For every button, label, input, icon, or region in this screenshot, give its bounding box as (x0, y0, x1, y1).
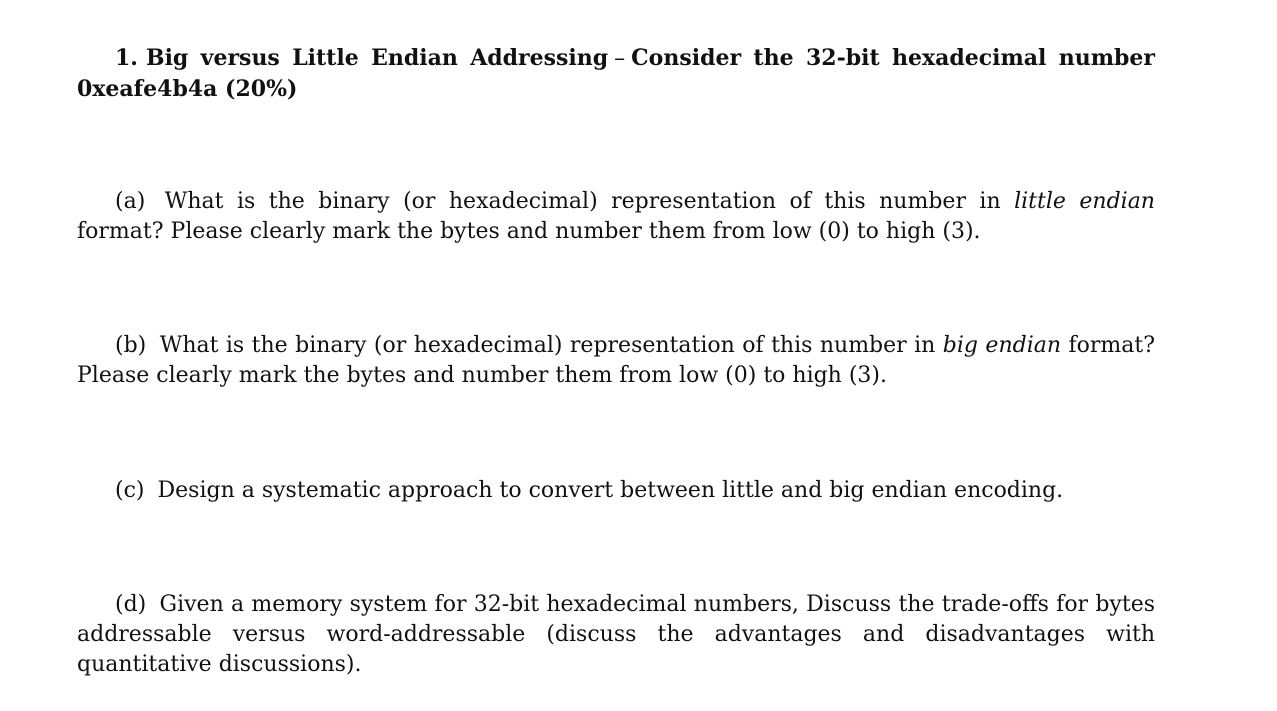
part-b-text-before: What is the binary (or hexadecimal) representation of this number in (159, 333, 936, 358)
part-c-text: Design a systematic approach to convert between little and big endian encoding. (157, 478, 1064, 503)
part-a-text-before: What is the binary (or hexadecimal) representation of this number in (164, 189, 1001, 214)
part-d-text: Given a memory system for 32-bit hexadecimal numbers, Discuss the trade-offs for bytes addressable versus word-addressable (discuss the advantages and disadvantages with quantitative discussions). (77, 592, 1155, 677)
part-b-label: (b) (115, 333, 147, 358)
question-number: 1. (115, 45, 138, 71)
part-c-label: (c) (115, 478, 145, 503)
part-d (77, 590, 1155, 680)
part-a (77, 187, 1155, 247)
question-title: Big versus Little Endian Addressing (145, 45, 609, 71)
question-heading (77, 43, 1155, 104)
part-a-label: (a) (115, 189, 146, 214)
part-a-text-after: format? Please clearly mark the bytes and number them from low (0) to high (3). (77, 219, 981, 244)
part-b-text-after: format? Please clearly mark the bytes and number them from low (0) to high (3). (77, 333, 1156, 388)
part-d-label: (d) (115, 592, 147, 617)
part-c (77, 476, 1155, 506)
part-a-emphasis: little endian (1014, 189, 1155, 214)
question-intro: Consider the 32-bit hexadecimal number 0xeafe4b4a (20%) (77, 45, 1155, 102)
title-dash: – (614, 46, 626, 71)
part-b (77, 331, 1155, 391)
part-b-emphasis: big endian (942, 333, 1062, 358)
